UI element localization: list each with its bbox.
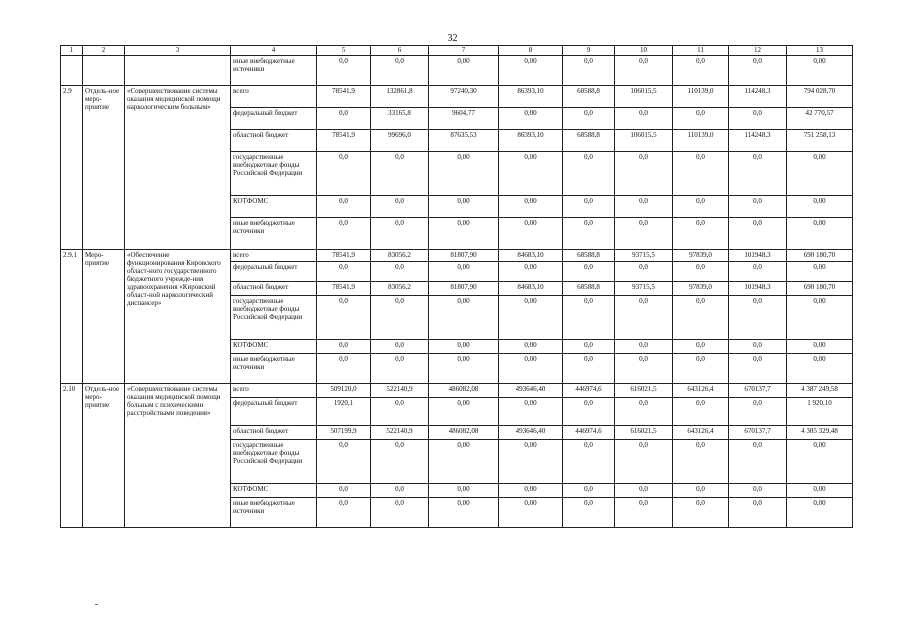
amount-cell: 0,0 (317, 196, 371, 218)
amount-cell: 0,00 (499, 196, 563, 218)
amount-cell: 0,0 (317, 340, 371, 354)
amount-cell: 93715,5 (615, 250, 673, 262)
table-row (61, 250, 853, 262)
amount-cell: 670137,7 (729, 384, 787, 398)
funding-source: федеральный бюджет (231, 262, 317, 282)
header-row (61, 46, 853, 56)
amount-cell: 106015,5 (615, 86, 673, 108)
amount-cell: 0,00 (429, 484, 499, 498)
amount-cell: 0,00 (499, 218, 563, 250)
amount-cell: 0,0 (673, 354, 729, 384)
amount-cell: 97839,0 (673, 282, 729, 296)
amount-cell: 0,0 (615, 354, 673, 384)
funding-source: областной бюджет (231, 426, 317, 440)
funding-source: всего (231, 384, 317, 398)
column-number: 11 (673, 46, 729, 56)
amount-cell: 0,0 (563, 484, 615, 498)
amount-cell: 0,00 (499, 440, 563, 484)
amount-cell: 0,0 (729, 484, 787, 498)
amount-cell: 690 180,70 (787, 250, 853, 262)
amount-cell: 0,0 (371, 484, 429, 498)
amount-cell: 0,0 (729, 398, 787, 426)
amount-cell: 114248,3 (729, 86, 787, 108)
funding-source: государственные внебюджетные фонды Российской Федерации (231, 152, 317, 196)
amount-cell: 0,00 (787, 152, 853, 196)
amount-cell: 78541,9 (317, 282, 371, 296)
amount-cell: 0,0 (673, 498, 729, 528)
amount-cell: 83056,2 (371, 282, 429, 296)
item-code: 2.9 (61, 86, 83, 250)
amount-cell: 86393,10 (499, 130, 563, 152)
item-code: 2.9.1 (61, 250, 83, 384)
amount-cell: 42 770,57 (787, 108, 853, 130)
amount-cell: 0,00 (787, 296, 853, 340)
amount-cell: 68588,8 (563, 282, 615, 296)
amount-cell: 0,00 (499, 398, 563, 426)
item-title: «Совершенствование системы оказания медицинской помощи наркологическим больным» (125, 86, 231, 250)
amount-cell: 0,0 (729, 56, 787, 86)
amount-cell: 0,0 (729, 354, 787, 384)
amount-cell: 0,00 (499, 262, 563, 282)
amount-cell: 0,0 (673, 340, 729, 354)
column-number: 2 (83, 46, 125, 56)
amount-cell: 0,0 (317, 296, 371, 340)
item-code: 2.10 (61, 384, 83, 528)
table-row (61, 384, 853, 398)
table-row (61, 86, 853, 108)
amount-cell: 0,0 (371, 152, 429, 196)
amount-cell: 132861,8 (371, 86, 429, 108)
amount-cell: 0,00 (499, 152, 563, 196)
amount-cell: 78541,9 (317, 250, 371, 262)
funding-source: государственные внебюджетные фонды Российской Федерации (231, 440, 317, 484)
amount-cell: 751 258,13 (787, 130, 853, 152)
amount-cell: 0,0 (673, 196, 729, 218)
amount-cell: 110139,0 (673, 130, 729, 152)
column-number: 8 (499, 46, 563, 56)
item-title: «Совершенствование системы оказания медицинской помощи больным с психическими расстройствами поведения» (125, 384, 231, 528)
amount-cell: 0,0 (673, 398, 729, 426)
amount-cell: 616021,5 (615, 384, 673, 398)
amount-cell: 4 385 329,48 (787, 426, 853, 440)
funding-source: КОТФОМС (231, 196, 317, 218)
amount-cell: 0,0 (563, 340, 615, 354)
amount-cell: 68588,8 (563, 130, 615, 152)
amount-cell: 0,0 (729, 262, 787, 282)
amount-cell: 0,00 (499, 108, 563, 130)
amount-cell: 0,00 (787, 340, 853, 354)
amount-cell: 0,00 (787, 484, 853, 498)
amount-cell: 0,00 (499, 296, 563, 340)
amount-cell: 0,00 (429, 196, 499, 218)
amount-cell: 670137,7 (729, 426, 787, 440)
amount-cell: 1920,1 (317, 398, 371, 426)
amount-cell: 0,00 (429, 218, 499, 250)
funding-source: областной бюджет (231, 282, 317, 296)
amount-cell: 68588,8 (563, 250, 615, 262)
amount-cell: 0,0 (615, 398, 673, 426)
amount-cell: 486082,08 (429, 384, 499, 398)
amount-cell: 0,0 (317, 56, 371, 86)
table-row (61, 56, 853, 86)
amount-cell: 4 387 249,58 (787, 384, 853, 398)
column-number: 13 (787, 46, 853, 56)
amount-cell: 97839,0 (673, 250, 729, 262)
amount-cell: 0,0 (673, 108, 729, 130)
funding-source: КОТФОМС (231, 484, 317, 498)
amount-cell: 446974,6 (563, 384, 615, 398)
amount-cell: 1 920,10 (787, 398, 853, 426)
amount-cell: 0,00 (499, 56, 563, 86)
amount-cell: 0,0 (729, 340, 787, 354)
amount-cell: 522140,9 (371, 384, 429, 398)
amount-cell: 0,0 (563, 440, 615, 484)
amount-cell: 0,0 (371, 398, 429, 426)
amount-cell: 68588,8 (563, 86, 615, 108)
amount-cell: 0,0 (317, 498, 371, 528)
amount-cell: 0,00 (429, 56, 499, 86)
amount-cell: 0,00 (787, 262, 853, 282)
amount-cell: 0,0 (563, 354, 615, 384)
column-number: 6 (371, 46, 429, 56)
amount-cell: 0,00 (429, 498, 499, 528)
amount-cell: 114248,3 (729, 130, 787, 152)
amount-cell: 0,0 (729, 152, 787, 196)
amount-cell: 0,0 (563, 218, 615, 250)
funding-source: федеральный бюджет (231, 108, 317, 130)
funding-source: КОТФОМС (231, 340, 317, 354)
funding-source: иные внебюджетные источники (231, 354, 317, 384)
amount-cell: 87635,53 (429, 130, 499, 152)
amount-cell: 33165,8 (371, 108, 429, 130)
amount-cell: 81807,90 (429, 282, 499, 296)
amount-cell: 0,0 (615, 498, 673, 528)
amount-cell: 0,0 (615, 152, 673, 196)
amount-cell: 0,0 (615, 440, 673, 484)
item-title: «Обеспечение функционирования Кировского област-ного государственного бюджетного учрежде-ния здравоохранения «Кировский област-ной наркологический диспансер» (125, 250, 231, 384)
amount-cell: 0,00 (787, 354, 853, 384)
amount-cell: 0,0 (615, 218, 673, 250)
amount-cell: 0,0 (563, 56, 615, 86)
amount-cell: 0,0 (615, 262, 673, 282)
amount-cell: 0,00 (787, 196, 853, 218)
amount-cell: 0,0 (615, 56, 673, 86)
item-kind (83, 56, 125, 86)
amount-cell: 0,0 (673, 152, 729, 196)
amount-cell: 643126,4 (673, 426, 729, 440)
column-number: 12 (729, 46, 787, 56)
item-title (125, 56, 231, 86)
amount-cell: 0,00 (499, 340, 563, 354)
amount-cell: 0,00 (787, 440, 853, 484)
amount-cell: 0,0 (317, 440, 371, 484)
amount-cell: 0,0 (371, 498, 429, 528)
amount-cell: 509120,0 (317, 384, 371, 398)
item-kind: Отдель-ное меро-приятие (83, 384, 125, 528)
column-number: 3 (125, 46, 231, 56)
amount-cell: 0,0 (371, 218, 429, 250)
amount-cell: 0,00 (429, 354, 499, 384)
amount-cell: 0,00 (429, 398, 499, 426)
column-number: 5 (317, 46, 371, 56)
amount-cell: 0,0 (371, 440, 429, 484)
amount-cell: 0,0 (317, 108, 371, 130)
amount-cell: 690 180,70 (787, 282, 853, 296)
budget-table (60, 45, 853, 528)
funding-source: всего (231, 250, 317, 262)
amount-cell: 0,00 (429, 440, 499, 484)
amount-cell: 616021,5 (615, 426, 673, 440)
amount-cell: 522140,9 (371, 426, 429, 440)
funding-source: государственные внебюджетные фонды Российской Федерации (231, 296, 317, 340)
amount-cell: 0,0 (615, 196, 673, 218)
amount-cell: 110139,0 (673, 86, 729, 108)
amount-cell: 0,0 (729, 498, 787, 528)
amount-cell: 101948,3 (729, 250, 787, 262)
amount-cell: 97240,30 (429, 86, 499, 108)
page-number: 32 (447, 33, 458, 44)
amount-cell: 0,0 (317, 484, 371, 498)
amount-cell: 643126,4 (673, 384, 729, 398)
amount-cell: 0,00 (429, 296, 499, 340)
amount-cell: 0,0 (729, 218, 787, 250)
amount-cell: 0,0 (371, 354, 429, 384)
amount-cell: 106015,5 (615, 130, 673, 152)
amount-cell: 0,0 (317, 262, 371, 282)
amount-cell: 0,0 (371, 56, 429, 86)
amount-cell: 81807,90 (429, 250, 499, 262)
amount-cell: 0,0 (371, 296, 429, 340)
amount-cell: 0,0 (615, 296, 673, 340)
amount-cell: 0,00 (787, 56, 853, 86)
amount-cell: 0,0 (673, 262, 729, 282)
funding-source: областной бюджет (231, 130, 317, 152)
amount-cell: 99696,0 (371, 130, 429, 152)
amount-cell: 0,00 (787, 498, 853, 528)
amount-cell: 0,0 (729, 196, 787, 218)
amount-cell: 0,0 (563, 398, 615, 426)
amount-cell: 0,0 (317, 218, 371, 250)
column-number: 7 (429, 46, 499, 56)
amount-cell: 794 028,70 (787, 86, 853, 108)
amount-cell: 83056,2 (371, 250, 429, 262)
funding-source: всего (231, 86, 317, 108)
amount-cell: 486082,08 (429, 426, 499, 440)
column-number: 9 (563, 46, 615, 56)
amount-cell: 0,0 (729, 108, 787, 130)
amount-cell: 0,0 (673, 56, 729, 86)
amount-cell: 493646,40 (499, 384, 563, 398)
amount-cell: 0,0 (563, 108, 615, 130)
amount-cell: 93715,5 (615, 282, 673, 296)
amount-cell: 0,0 (371, 262, 429, 282)
amount-cell: 86393,10 (499, 86, 563, 108)
column-number: 1 (61, 46, 83, 56)
amount-cell: 0,0 (317, 152, 371, 196)
amount-cell: 0,0 (673, 484, 729, 498)
amount-cell: 9604,77 (429, 108, 499, 130)
funding-source: иные внебюджетные источники (231, 498, 317, 528)
amount-cell: 0,00 (429, 152, 499, 196)
item-kind: Отдель-ное меро-приятие (83, 86, 125, 250)
amount-cell: 0,0 (317, 354, 371, 384)
amount-cell: 0,0 (563, 196, 615, 218)
amount-cell: 0,00 (787, 218, 853, 250)
amount-cell: 84683,10 (499, 282, 563, 296)
amount-cell: 0,0 (673, 440, 729, 484)
funding-source: иные внебюджетные источники (231, 218, 317, 250)
amount-cell: 0,0 (673, 218, 729, 250)
amount-cell: 0,0 (563, 262, 615, 282)
funding-source: иные внебюджетные источники (231, 56, 317, 86)
funding-source: федеральный бюджет (231, 398, 317, 426)
amount-cell: 78541,9 (317, 86, 371, 108)
amount-cell: 0,0 (563, 498, 615, 528)
amount-cell: 0,0 (371, 196, 429, 218)
amount-cell: 0,00 (499, 484, 563, 498)
amount-cell: 0,0 (563, 296, 615, 340)
amount-cell: 84683,10 (499, 250, 563, 262)
amount-cell: 0,0 (673, 296, 729, 340)
item-code (61, 56, 83, 86)
item-kind: Меро-приятие (83, 250, 125, 384)
amount-cell: 0,0 (615, 340, 673, 354)
amount-cell: 0,0 (729, 296, 787, 340)
amount-cell: 101948,3 (729, 282, 787, 296)
amount-cell: 446974,6 (563, 426, 615, 440)
amount-cell: 493646,40 (499, 426, 563, 440)
amount-cell: 0,00 (429, 262, 499, 282)
amount-cell: 0,0 (615, 108, 673, 130)
column-number: 10 (615, 46, 673, 56)
amount-cell: 0,00 (429, 340, 499, 354)
scan-mark (95, 604, 98, 605)
amount-cell: 0,0 (563, 152, 615, 196)
column-number: 4 (231, 46, 317, 56)
amount-cell: 0,0 (371, 340, 429, 354)
amount-cell: 0,0 (729, 440, 787, 484)
amount-cell: 0,00 (499, 354, 563, 384)
amount-cell: 0,00 (499, 498, 563, 528)
amount-cell: 0,0 (615, 484, 673, 498)
amount-cell: 78541,9 (317, 130, 371, 152)
amount-cell: 507199,9 (317, 426, 371, 440)
